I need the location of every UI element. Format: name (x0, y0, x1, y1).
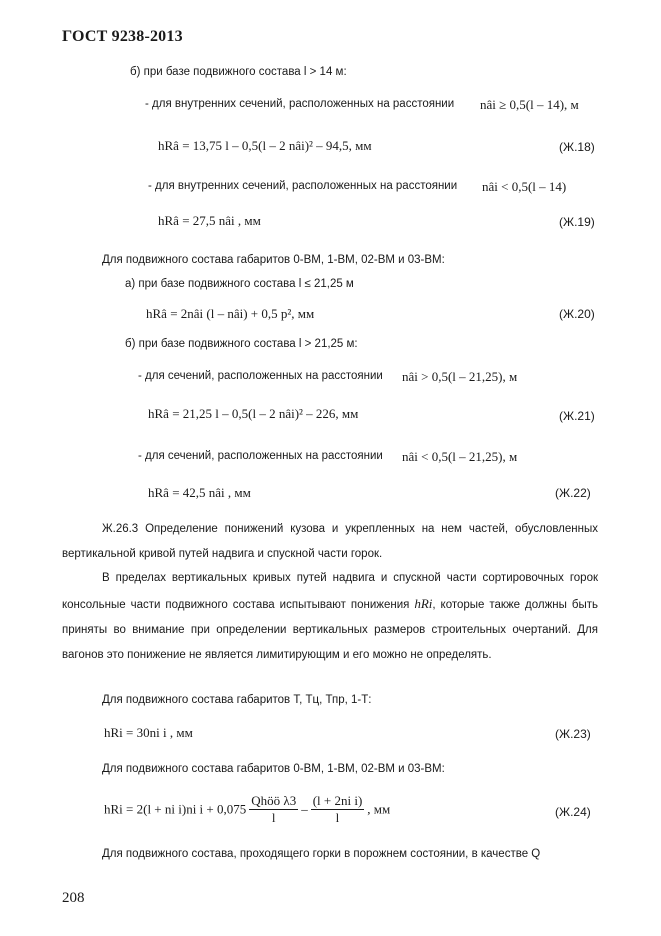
formula: hRâ = 27,5 nâi , мм (158, 213, 261, 228)
text-line: б) при базе подвижного состава l > 21,25 м: (125, 338, 358, 350)
paragraph: Ж.26.3 Определение понижений кузова и укрепленных на нем частей, обусловленных вертикальной кривой путей надвига и спускной части горок. (62, 523, 598, 560)
equation-number: (Ж.24) (555, 805, 591, 819)
formula: hRâ = 13,75 l – 0,5(l – 2 nâi)² – 94,5, мм (158, 138, 372, 153)
formula: hRâ = 2nâi (l – nâi) + 0,5 p², мм (146, 306, 315, 321)
inline-symbol: hRi (414, 596, 433, 611)
inline-formula: nâi < 0,5(l – 14) (482, 179, 567, 194)
text-line: - для внутренних сечений, расположенных на расстоянии (148, 180, 458, 192)
text-line: - для сечений, расположенных на расстоянии (138, 370, 383, 382)
text-line: - для сечений, расположенных на расстоянии (138, 450, 383, 462)
page-number: 208 (62, 890, 85, 906)
equation-number: (Ж.20) (559, 307, 595, 321)
formula: hRâ = 42,5 nâi , мм (148, 485, 251, 500)
text-line: а) при базе подвижного состава l ≤ 21,25 м (125, 278, 354, 290)
text-line: Для подвижного состава габаритов 0-ВМ, 1-ВМ, 02-ВМ и 03-ВМ: (102, 763, 445, 775)
formula: hRi = 2(l + ni i)ni i + 0,075 $\frac{\text{Qhöö λ3}}{l}$ – $\frac{\text{(l + 2ni i)}}{l}$ , мм (104, 793, 391, 825)
equation-number: (Ж.21) (559, 409, 595, 423)
text-line: - для внутренних сечений, расположенных на расстоянии (145, 98, 455, 110)
inline-formula: nâi > 0,5(l – 21,25), м (402, 369, 518, 384)
text-line: Для подвижного состава, проходящего горки в порожнем состоянии, в качестве Q (102, 848, 541, 860)
equation-number: (Ж.19) (559, 215, 595, 229)
formula: hRâ = 21,25 l – 0,5(l – 2 nâi)² – 226, мм (148, 406, 359, 421)
equation-number: (Ж.22) (555, 486, 591, 500)
inline-formula: nâi < 0,5(l – 21,25), м (402, 449, 518, 464)
formula: hRi = 30ni i , мм (104, 725, 193, 740)
equation-number: (Ж.18) (559, 140, 595, 154)
paragraph: В пределах вертикальных кривых путей надвига и спускной части сортировочных горок консольные части подвижного состава испытывают понижения hRi, которые также должны быть приняты во внимание при определении вертикальных размеров строительных очертаний. Для вагонов это понижение не является лимитирующим и его можно не определять. (62, 572, 598, 661)
document-header: ГОСТ 9238-2013 (62, 28, 183, 45)
equation-number: (Ж.23) (555, 727, 591, 741)
inline-formula: nâi ≥ 0,5(l – 14), м (480, 97, 579, 112)
text-line: Для подвижного состава габаритов 0-ВМ, 1-ВМ, 02-ВМ и 03-ВМ: (102, 254, 445, 266)
text-line: б) при базе подвижного состава l > 14 м: (130, 66, 347, 78)
text-line: Для подвижного состава габаритов Т, Тц, Тпр, 1-Т: (102, 694, 372, 706)
